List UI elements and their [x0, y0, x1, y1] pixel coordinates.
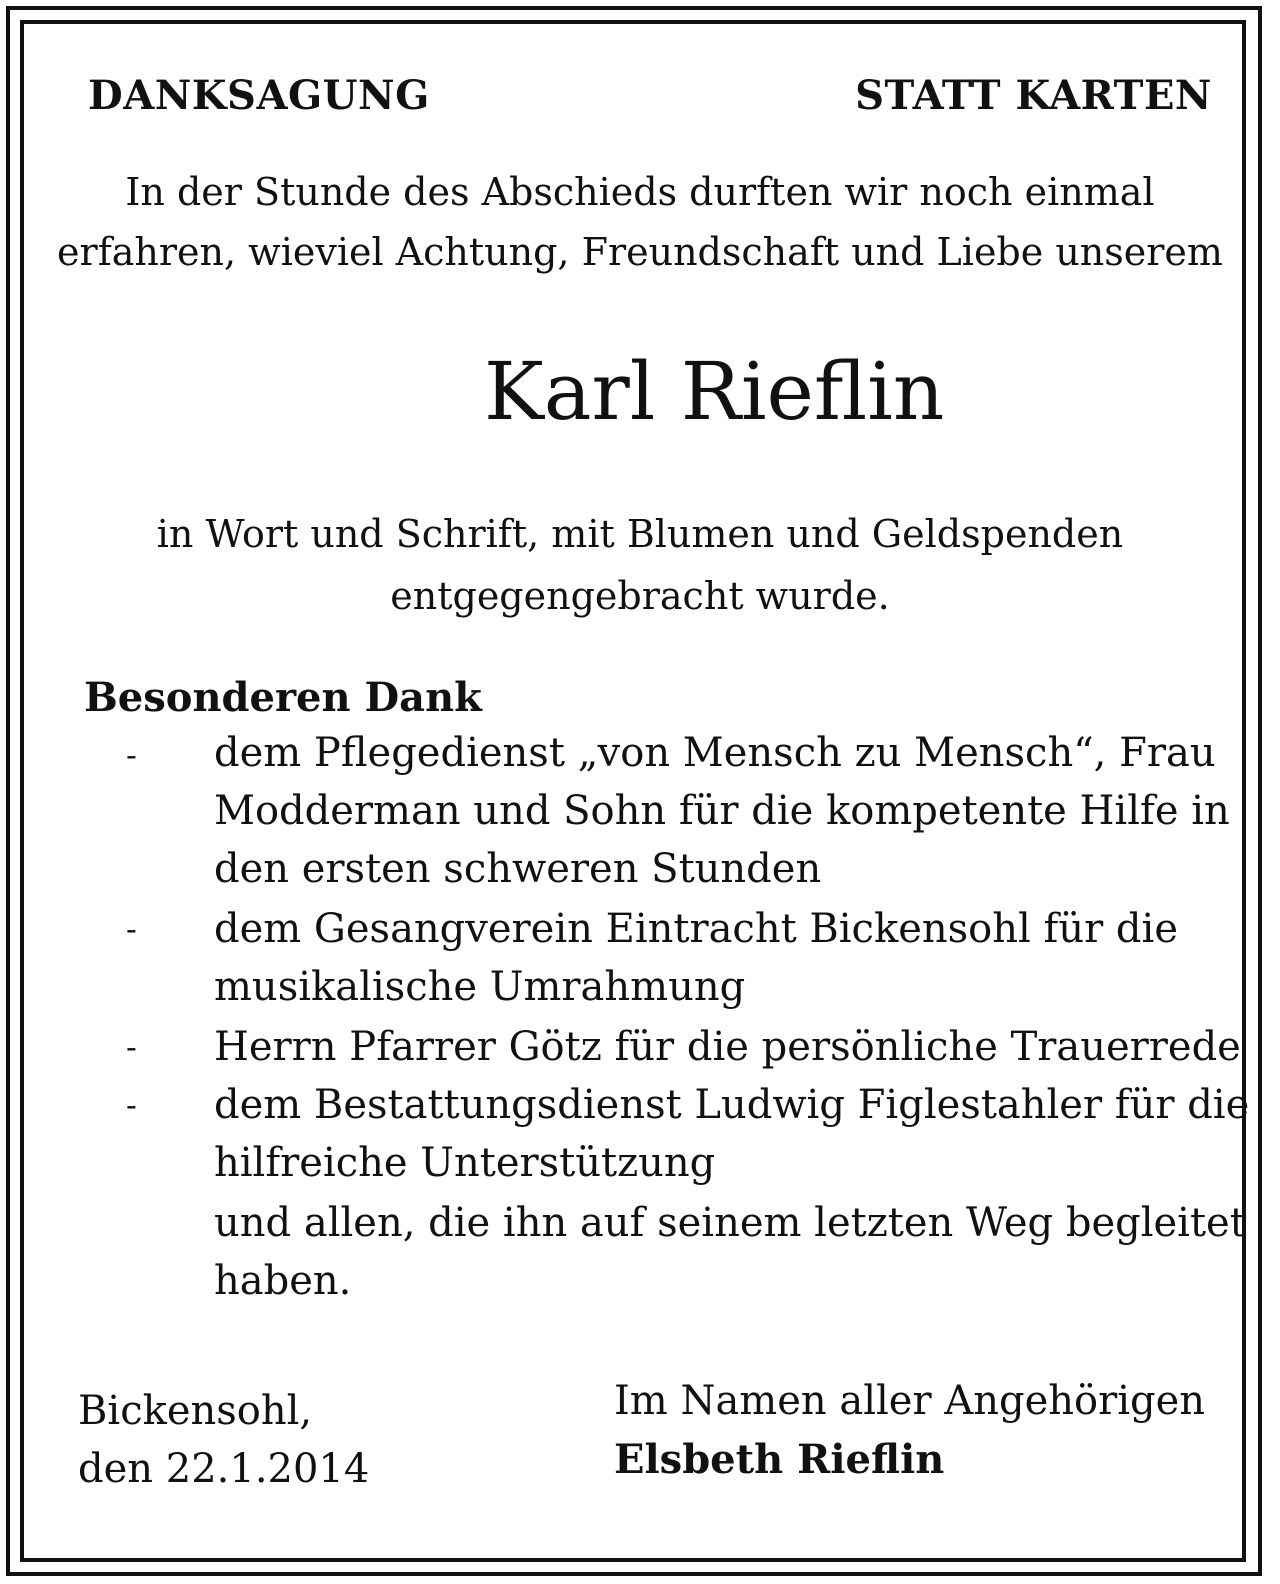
thanks-item-4-line-1: dem Bestattungsdienst Ludwig Figlestahler für die	[214, 1082, 1250, 1128]
thanks-closing-line-1: und allen, die ihn auf seinem letzten Weg begleitet	[214, 1200, 1246, 1246]
thanks-item-1-line-3: den ersten schweren Stunden	[214, 846, 822, 892]
bullet-dash: -	[126, 1028, 137, 1066]
thanks-item-1-line-2: Modderman und Sohn für die kompetente Hilfe in	[214, 788, 1230, 834]
deceased-name: Karl Rieflin	[484, 345, 945, 438]
intro-line-1: In der Stunde des Abschieds durften wir noch einmal	[125, 170, 1155, 214]
after-line-2: entgegengebracht wurde.	[390, 574, 890, 618]
thanks-item-2-line-1: dem Gesangverein Eintracht Bickensohl für die	[214, 906, 1178, 952]
date: den 22.1.2014	[78, 1446, 370, 1492]
thanks-title: Besonderen Dank	[84, 674, 482, 721]
signer-name: Elsbeth Rieflin	[614, 1436, 945, 1483]
header-statt-karten: STATT KARTEN	[855, 72, 1212, 119]
intro-line-2: erfahren, wieviel Achtung, Freundschaft und Liebe unserem	[57, 230, 1223, 274]
after-line-1: in Wort und Schrift, mit Blumen und Geldspenden	[156, 512, 1124, 556]
thanks-item-4-line-2: hilfreiche Unterstützung	[214, 1140, 716, 1186]
bullet-dash: -	[126, 1086, 137, 1124]
bullet-dash: -	[126, 910, 137, 948]
place: Bickensohl,	[78, 1388, 313, 1434]
thanks-item-2-line-2: musikalische Umrahmung	[214, 964, 746, 1010]
on-behalf-line: Im Namen aller Angehörigen	[614, 1378, 1206, 1424]
thanks-item-3-line-1: Herrn Pfarrer Götz für die persönliche Trauerrede	[214, 1024, 1241, 1070]
header-danksagung: DANKSAGUNG	[88, 72, 430, 119]
thanks-closing-line-2: haben.	[214, 1258, 352, 1304]
thanks-item-1-line-1: dem Pflegedienst „von Mensch zu Mensch“, Frau	[214, 730, 1216, 776]
bullet-dash: -	[126, 736, 137, 774]
